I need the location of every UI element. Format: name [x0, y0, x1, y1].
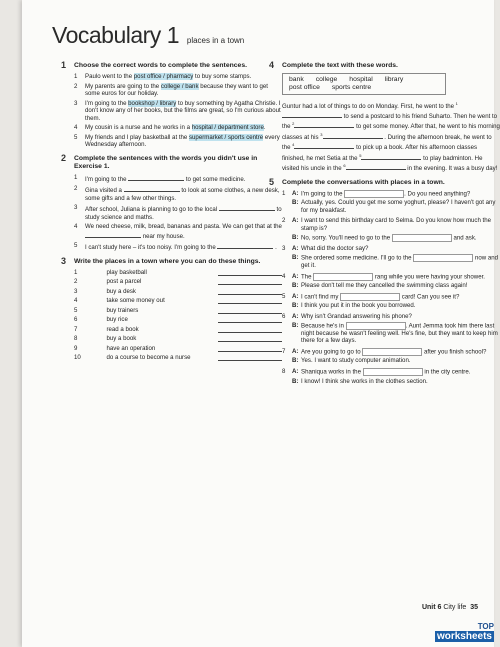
text-segment: to pick up a book. After his afternoon classes finished, he met Setia at the [282, 144, 478, 162]
word-option: bank [289, 76, 304, 83]
item-number [282, 322, 292, 345]
dialogue-line [282, 254, 500, 270]
item-text [85, 242, 282, 252]
text-before: Gina visited a [85, 187, 124, 194]
exercise-1 [61, 60, 282, 149]
list-item [74, 288, 282, 296]
answer-line [218, 316, 282, 323]
list-item [74, 297, 282, 305]
text-segment: . Aunt Jemma took him there last night because he wasn't feeling well. He's fine, but they want to keep him there for a few days. [301, 322, 498, 345]
item-text [85, 223, 282, 240]
speaker-label: A: [292, 292, 299, 300]
exercise-1-items [70, 73, 282, 149]
highlighted-choice: bookshop / library [128, 99, 177, 107]
highlighted-choice: supermarket / sports centre [189, 133, 264, 141]
text-segment: Guntur had a lot of things to do on Monday. First, he went to the [282, 103, 456, 111]
exercise-number: 2 [61, 152, 67, 163]
speaker-label: B: [292, 377, 299, 385]
text-segment: Please don't tell me they cancelled the swimming class again! [301, 282, 468, 290]
text-segment: The [301, 273, 314, 281]
answer-box [340, 293, 400, 301]
highlighted-choice: college / bank [160, 82, 199, 90]
exercise-number: 1 [61, 60, 67, 70]
item-number: 7 [282, 347, 286, 355]
dialogue-line [282, 234, 500, 242]
text-segment: now and get it. [301, 254, 499, 270]
exercise-3-items [70, 269, 282, 362]
text-segment: I can't find my [301, 293, 341, 301]
text-segment: in the evening. It was a busy day! [407, 165, 498, 173]
text-segment: and ask. [451, 234, 477, 242]
text-segment: I know! I think she works in the clothes section. [301, 377, 428, 385]
dialogue-text [301, 378, 500, 386]
dialogue-text [301, 245, 500, 253]
text-segment: She ordered some medicine. I'll go to the [301, 254, 414, 262]
item-number: 10 [74, 354, 81, 361]
item-number: 3 [74, 204, 78, 211]
title-main: Vocabulary 1 [52, 22, 179, 48]
item-text: buy a book [106, 335, 137, 342]
worksheet-page [22, 0, 500, 647]
dialogue-text [301, 322, 500, 345]
exercise-5-dialogues [278, 190, 500, 388]
blank-number: 4 [292, 142, 295, 148]
item-number: 2 [74, 278, 78, 285]
text-after: to buy some stamps. [193, 73, 252, 80]
item-number [282, 302, 292, 310]
answer-blank [346, 163, 406, 170]
item-text: read a book [106, 325, 139, 333]
text-segment: What did the doctor say? [301, 244, 369, 252]
list-item [74, 174, 282, 184]
list-item [74, 83, 282, 98]
item-number [282, 234, 292, 242]
dialogue-line [282, 199, 500, 214]
answer-blank [282, 111, 342, 118]
speaker-label: A: [292, 347, 299, 355]
exercise-number: 5 [269, 176, 275, 187]
exercise-heading: Complete the conversations with places in a town. [282, 178, 445, 186]
speaker-label: B: [292, 321, 299, 329]
item-number: 6 [282, 312, 286, 320]
answer-line [218, 297, 282, 304]
item-number: 1 [74, 268, 78, 276]
text-segment: I want to send this birthday card to Selma. Do you know how much the stamp is? [301, 217, 492, 232]
item-text [85, 204, 282, 221]
answer-line [218, 288, 282, 295]
text-after: to look at some clothes, a new desk, some gifts and a few other things. [85, 187, 280, 202]
speaker-label: A: [292, 189, 299, 197]
item-number: 3 [74, 99, 78, 107]
text-segment: No, sorry. You'll need to go to the [301, 234, 392, 242]
text-segment: after you finish school? [422, 348, 487, 356]
page-footer [422, 604, 478, 611]
list-item [74, 307, 282, 315]
item-number: 4 [282, 272, 286, 280]
item-text [85, 73, 282, 81]
item-number: 4 [74, 124, 78, 131]
text-before: I'm going to the [85, 175, 129, 183]
answer-box [362, 348, 422, 356]
blank-number: 6 [343, 163, 346, 169]
item-number [282, 199, 292, 214]
item-number: 2 [282, 217, 286, 225]
item-number: 1 [74, 73, 78, 80]
text-segment: rang while you were having your shower. [373, 273, 485, 281]
speaker-label: A: [292, 367, 299, 375]
item-number: 8 [74, 335, 78, 342]
text-before: We need cheese, milk, bread, bananas and pasta. We can get that at the [85, 223, 282, 230]
blank-number: 1 [455, 101, 458, 106]
dialogue-line [282, 348, 500, 356]
answer-blank [294, 142, 354, 149]
item-number: 3 [74, 287, 78, 295]
dialogue-line [282, 282, 500, 290]
dialogue-line [282, 302, 500, 310]
title-sub: places in a town [186, 36, 245, 45]
exercise-heading: Choose the correct words to complete the sentences. [74, 62, 247, 69]
list-item [74, 316, 282, 324]
speaker-label: B: [292, 282, 299, 290]
list-item [74, 204, 282, 221]
right-column [269, 60, 500, 394]
exercise-5 [269, 176, 500, 388]
text-segment: Why isn't Grandad answering his phone? [301, 312, 412, 320]
answer-line [218, 345, 282, 352]
answer-blank [85, 231, 141, 238]
dialogue-text [301, 368, 500, 376]
answer-blank [323, 132, 383, 139]
answer-box [313, 273, 373, 281]
item-text: do a course to become a nurse [106, 354, 191, 361]
watermark-top: TOP [477, 622, 494, 631]
text-after: every Wednesday afternoon. [85, 133, 280, 148]
item-text [85, 134, 282, 149]
answer-line [218, 354, 282, 361]
item-text [85, 100, 282, 123]
item-text: buy a desk [106, 287, 136, 295]
item-text: buy rice [106, 316, 128, 323]
answer-blank [217, 242, 273, 249]
item-number [282, 357, 292, 365]
text-segment: Actually, yes. Could you get me some yoghurt, please? I haven't got any for my breakfast. [301, 199, 496, 214]
answer-box [363, 368, 423, 376]
item-number: 1 [282, 189, 286, 197]
highlighted-choice: post office / pharmacy [133, 73, 194, 80]
text-segment: . Do you need anything? [404, 190, 471, 198]
answer-line [218, 335, 282, 342]
dialogue-text [301, 357, 500, 365]
text-segment: Because he's in [301, 322, 346, 330]
item-number: 2 [74, 185, 78, 192]
list-item [74, 223, 282, 240]
exercise-2-items [70, 174, 282, 252]
answer-blank [124, 185, 180, 192]
item-text: post a parcel [106, 278, 142, 285]
dialogue-line [282, 378, 500, 386]
dialogue-text [301, 313, 500, 321]
text-segment: Yes. I want to study computer animation. [301, 357, 411, 365]
word-option: library [384, 76, 404, 83]
text-after: to get some medicine. [184, 175, 246, 183]
dialogue-line [282, 322, 500, 345]
exercise-4-text [278, 100, 500, 173]
page-title [52, 22, 244, 49]
item-text [85, 124, 282, 132]
item-number: 1 [74, 173, 78, 181]
text-after: . [273, 244, 277, 251]
answer-line [218, 269, 282, 276]
dialogue-text [301, 293, 500, 301]
item-number [282, 378, 292, 386]
list-item [74, 242, 282, 252]
watermark-logo [435, 623, 494, 641]
dialogue-line [282, 293, 500, 301]
dialogue-line [282, 245, 500, 253]
dialogue-text [301, 199, 500, 214]
footer-unit: Unit 6 [421, 604, 442, 611]
speaker-label: A: [292, 244, 299, 252]
dialogue-line [282, 357, 500, 365]
speaker-label: A: [292, 272, 299, 280]
exercise-heading: Complete the text with these words. [282, 62, 398, 69]
word-option: sports centre [331, 84, 372, 91]
dialogue-text [301, 302, 500, 310]
list-item [74, 326, 282, 334]
text-before: My cousin is a nurse and he works in a [85, 124, 192, 131]
text-before: I can't study here – it's too noisy. I'm going to the [85, 244, 218, 251]
text-segment: to send a postcard to his friend Suharto. Then he went to the [282, 112, 498, 131]
answer-blank [128, 174, 184, 181]
list-item [74, 73, 282, 81]
list-item [74, 185, 282, 202]
text-after: . [263, 124, 266, 131]
text-before: Paulo went to the [85, 73, 134, 80]
dialogue-text [301, 190, 500, 198]
speaker-label: B: [292, 199, 299, 207]
list-item [74, 269, 282, 277]
text-before: I'm going to the [85, 99, 129, 107]
list-item [74, 134, 282, 149]
blank-number: 5 [359, 152, 362, 158]
word-box [282, 73, 446, 95]
footer-topic: City life [443, 604, 467, 611]
dialogue-text [301, 348, 500, 356]
item-number: 8 [282, 367, 286, 375]
item-number: 5 [74, 242, 78, 249]
item-number: 5 [282, 292, 286, 300]
list-item [74, 100, 282, 123]
speaker-label: B: [292, 357, 299, 365]
item-text [85, 83, 282, 98]
answer-line [218, 307, 282, 314]
exercise-heading: Complete the sentences with the words you didn't use in Exercise 1. [74, 154, 258, 170]
list-item [74, 335, 282, 343]
word-option: post office [289, 84, 320, 91]
dialogue-line [282, 368, 500, 376]
speaker-label: B: [292, 253, 299, 261]
text-after: to buy something by Agatha Christie. I don't know any of her books, but the films are great, so I'm curious about them. [85, 99, 281, 122]
dialogue-text [301, 234, 500, 242]
speaker-label: B: [292, 233, 299, 241]
left-column [61, 60, 282, 368]
text-before: My parents are going to the [85, 82, 161, 90]
text-segment: I'm going to the [301, 190, 345, 198]
highlighted-choice: hospital / department store [191, 124, 264, 131]
text-segment: I think you put it in the book you borrowed. [301, 302, 416, 310]
word-option: college [315, 76, 338, 83]
list-item [74, 354, 282, 362]
text-before: After school, Juliana is planning to go to the local [85, 206, 219, 213]
answer-box [344, 190, 404, 198]
exercise-heading: Write the places in a town where you can do these things. [74, 257, 261, 265]
item-number: 2 [74, 82, 78, 90]
text-after: near my house. [141, 232, 185, 240]
text-segment: Are you going to go to [301, 348, 363, 356]
item-text: have an operation [106, 344, 156, 352]
watermark-bottom: worksheets [436, 631, 492, 642]
dialogue-text [301, 273, 500, 281]
exercise-number: 3 [61, 255, 67, 266]
exercise-2 [61, 152, 282, 252]
item-number: 7 [74, 325, 78, 333]
answer-box [346, 322, 406, 330]
list-item [74, 278, 282, 286]
dialogue-line [282, 217, 500, 232]
exercise-4 [269, 60, 500, 173]
answer-line [218, 278, 282, 285]
answer-blank [219, 204, 275, 211]
dialogue-line [282, 190, 500, 198]
answer-line [218, 326, 282, 333]
text-segment: . During the afternoon break, he went to the [282, 133, 492, 152]
item-text: play basketball [106, 268, 147, 276]
text-segment: to play badminton. He visited his uncle in the [282, 154, 483, 173]
answer-box [392, 234, 452, 242]
exercise-number: 4 [269, 60, 275, 70]
speaker-label: B: [292, 302, 299, 310]
item-text: buy trainers [106, 306, 139, 314]
text-before: My friends and I play basketball at the [85, 133, 189, 141]
dialogue-text [301, 282, 500, 290]
item-number [282, 282, 292, 290]
list-item [74, 124, 282, 132]
list-item [74, 345, 282, 353]
item-number: 3 [282, 244, 286, 252]
item-number: 4 [74, 223, 78, 230]
item-text: take some money out [106, 297, 165, 304]
blank-number: 2 [292, 121, 295, 127]
exercise-3 [61, 255, 282, 362]
dialogue-text [301, 217, 500, 232]
item-number: 6 [74, 316, 78, 323]
item-number: 5 [74, 133, 78, 141]
item-number: 4 [74, 297, 78, 304]
speaker-label: A: [292, 217, 299, 225]
dialogue-text [301, 254, 500, 270]
word-option: hospital [349, 76, 373, 83]
text-segment: to get some money. After that, he went to his morning classes at his [282, 123, 500, 141]
dialogue-line [282, 313, 500, 321]
text-after: to study science and maths. [85, 206, 282, 221]
speaker-label: A: [292, 312, 299, 320]
item-text [85, 185, 282, 202]
item-number: 5 [74, 306, 78, 314]
answer-blank [294, 121, 354, 128]
item-number: 9 [74, 344, 78, 352]
item-number [282, 254, 292, 270]
dialogue-line [282, 273, 500, 281]
text-after: because they want to get some euros for our holiday. [85, 82, 268, 97]
answer-blank [361, 153, 421, 160]
page-number: 35 [470, 604, 478, 611]
answer-box [413, 254, 473, 262]
text-segment: in the city centre. [422, 368, 471, 376]
item-text [85, 174, 282, 184]
blank-number: 3 [320, 131, 323, 137]
text-segment: Shaniqua works in the [301, 368, 363, 376]
text-segment: card! Can you see it? [400, 293, 460, 301]
